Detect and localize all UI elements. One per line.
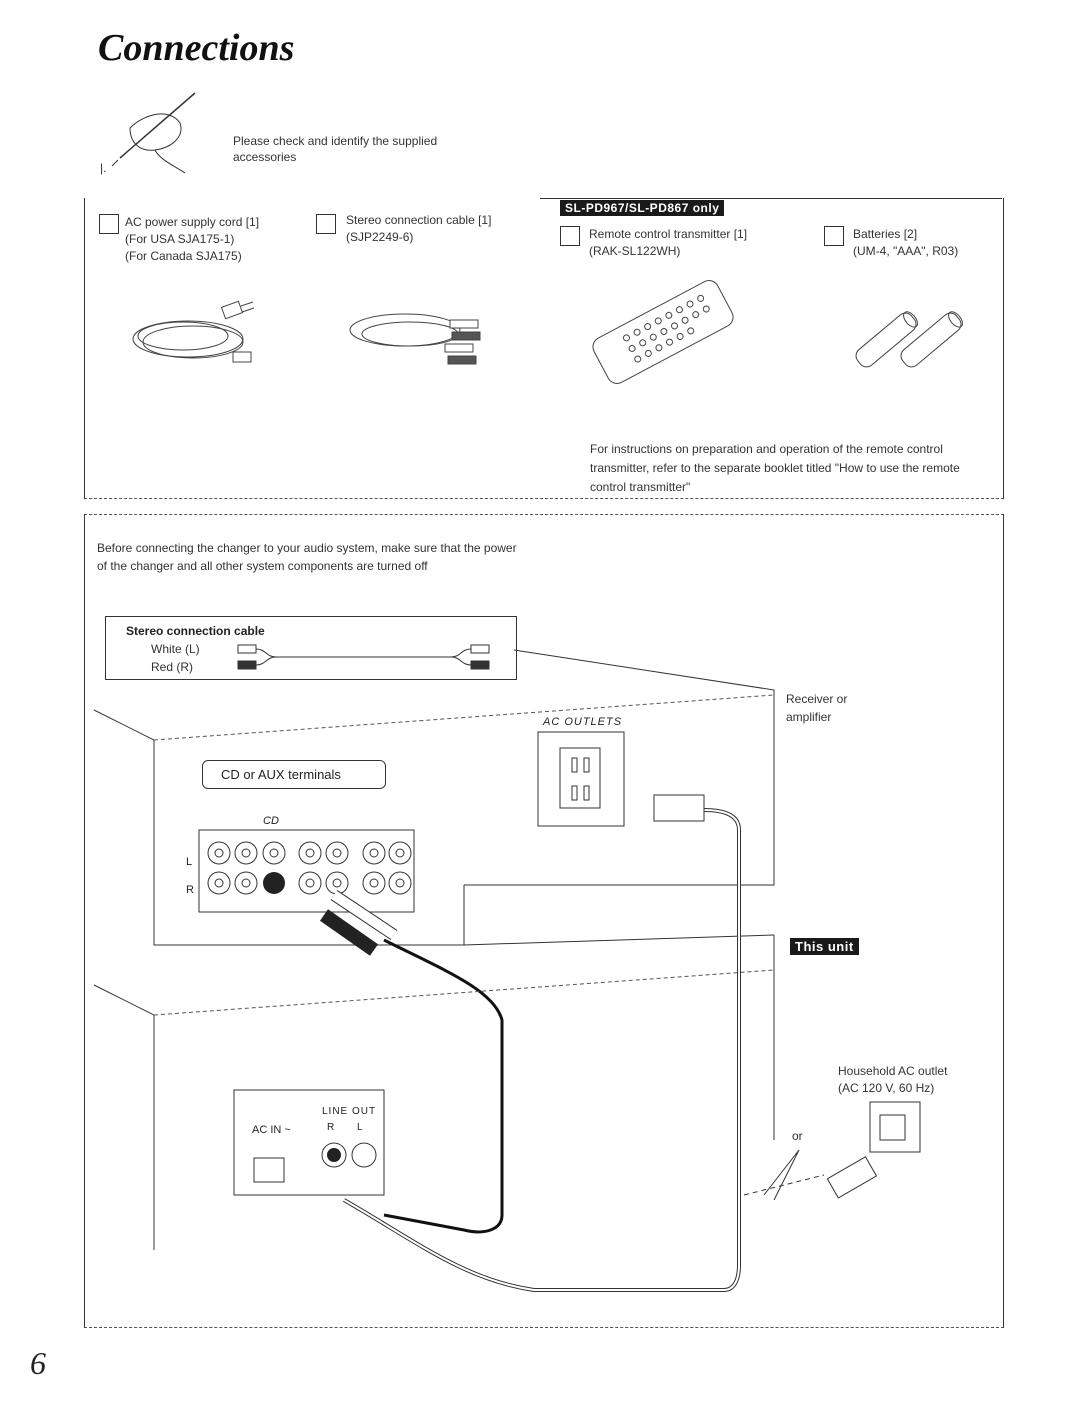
ac-cord-icon	[118, 294, 268, 374]
page-number: 6	[30, 1345, 46, 1381]
receiver-r-mark: R	[186, 884, 194, 896]
cable-legend-red: Red (R)	[151, 660, 194, 674]
stereo-cable-icon	[340, 300, 510, 370]
batteries-icon	[846, 300, 966, 375]
ac-cord-line2: (For USA SJA175-1)	[125, 232, 235, 246]
remote-checkbox[interactable]	[560, 226, 580, 246]
batteries-line2: (UM-4, "AAA", R03)	[853, 244, 959, 258]
accessories-intro: Please check and identify the supplied accessories	[233, 134, 438, 164]
receiver-label: Receiver or amplifier	[786, 692, 848, 724]
this-unit-badge: This unit	[790, 938, 859, 955]
page-title: Connections	[98, 27, 295, 69]
ac-cord-line3: (For Canada SJA175)	[125, 249, 242, 263]
batteries-checkbox[interactable]	[824, 226, 844, 246]
remote-control-icon	[588, 272, 738, 392]
receiver-l-mark: L	[186, 856, 193, 868]
remote-note: For instructions on preparation and operation of the remote control transmitter, refer to the separate booklet titled "How to use the remote control transmitter"	[590, 442, 960, 494]
ac-outlets-label: AC OUTLETS	[543, 716, 623, 728]
line-out-r-mark: R	[327, 1122, 335, 1133]
model-badge: SL-PD967/SL-PD867 only	[560, 200, 724, 216]
or-label: or	[792, 1129, 803, 1143]
ac-cord-line1: AC power supply cord [1]	[125, 215, 260, 229]
cable-legend-white: White (L)	[151, 642, 200, 656]
stereo-cable-line1: Stereo connection cable [1]	[346, 213, 492, 227]
svg-text:|.: |.	[100, 161, 107, 175]
connection-diagram	[84, 640, 1002, 1320]
ac-in-label: AC IN ~	[252, 1124, 291, 1136]
accessories-top-rule	[540, 198, 1002, 199]
connection-warning: Before connecting the changer to your audio system, make sure that the power of the changer and all other system components are turned off	[97, 541, 517, 573]
cd-label: CD	[263, 815, 279, 827]
ac-cord-checkbox[interactable]	[99, 214, 119, 234]
line-out-label: LINE OUT	[322, 1106, 377, 1117]
household-spec-label: (AC 120 V, 60 Hz)	[838, 1081, 935, 1095]
remote-line2: (RAK-SL122WH)	[589, 244, 681, 258]
terminals-callout: CD or AUX terminals	[202, 760, 386, 789]
cable-legend-title: Stereo connection cable	[126, 624, 265, 638]
remote-line1: Remote control transmitter [1]	[589, 227, 748, 241]
line-out-l-mark: L	[357, 1122, 363, 1133]
pen-hand-icon	[100, 88, 215, 178]
stereo-cable-line2: (SJP2249-6)	[346, 230, 414, 244]
stereo-cable-checkbox[interactable]	[316, 214, 336, 234]
household-outlet-label: Household AC outlet	[838, 1064, 948, 1078]
batteries-line1: Batteries [2]	[853, 227, 918, 241]
